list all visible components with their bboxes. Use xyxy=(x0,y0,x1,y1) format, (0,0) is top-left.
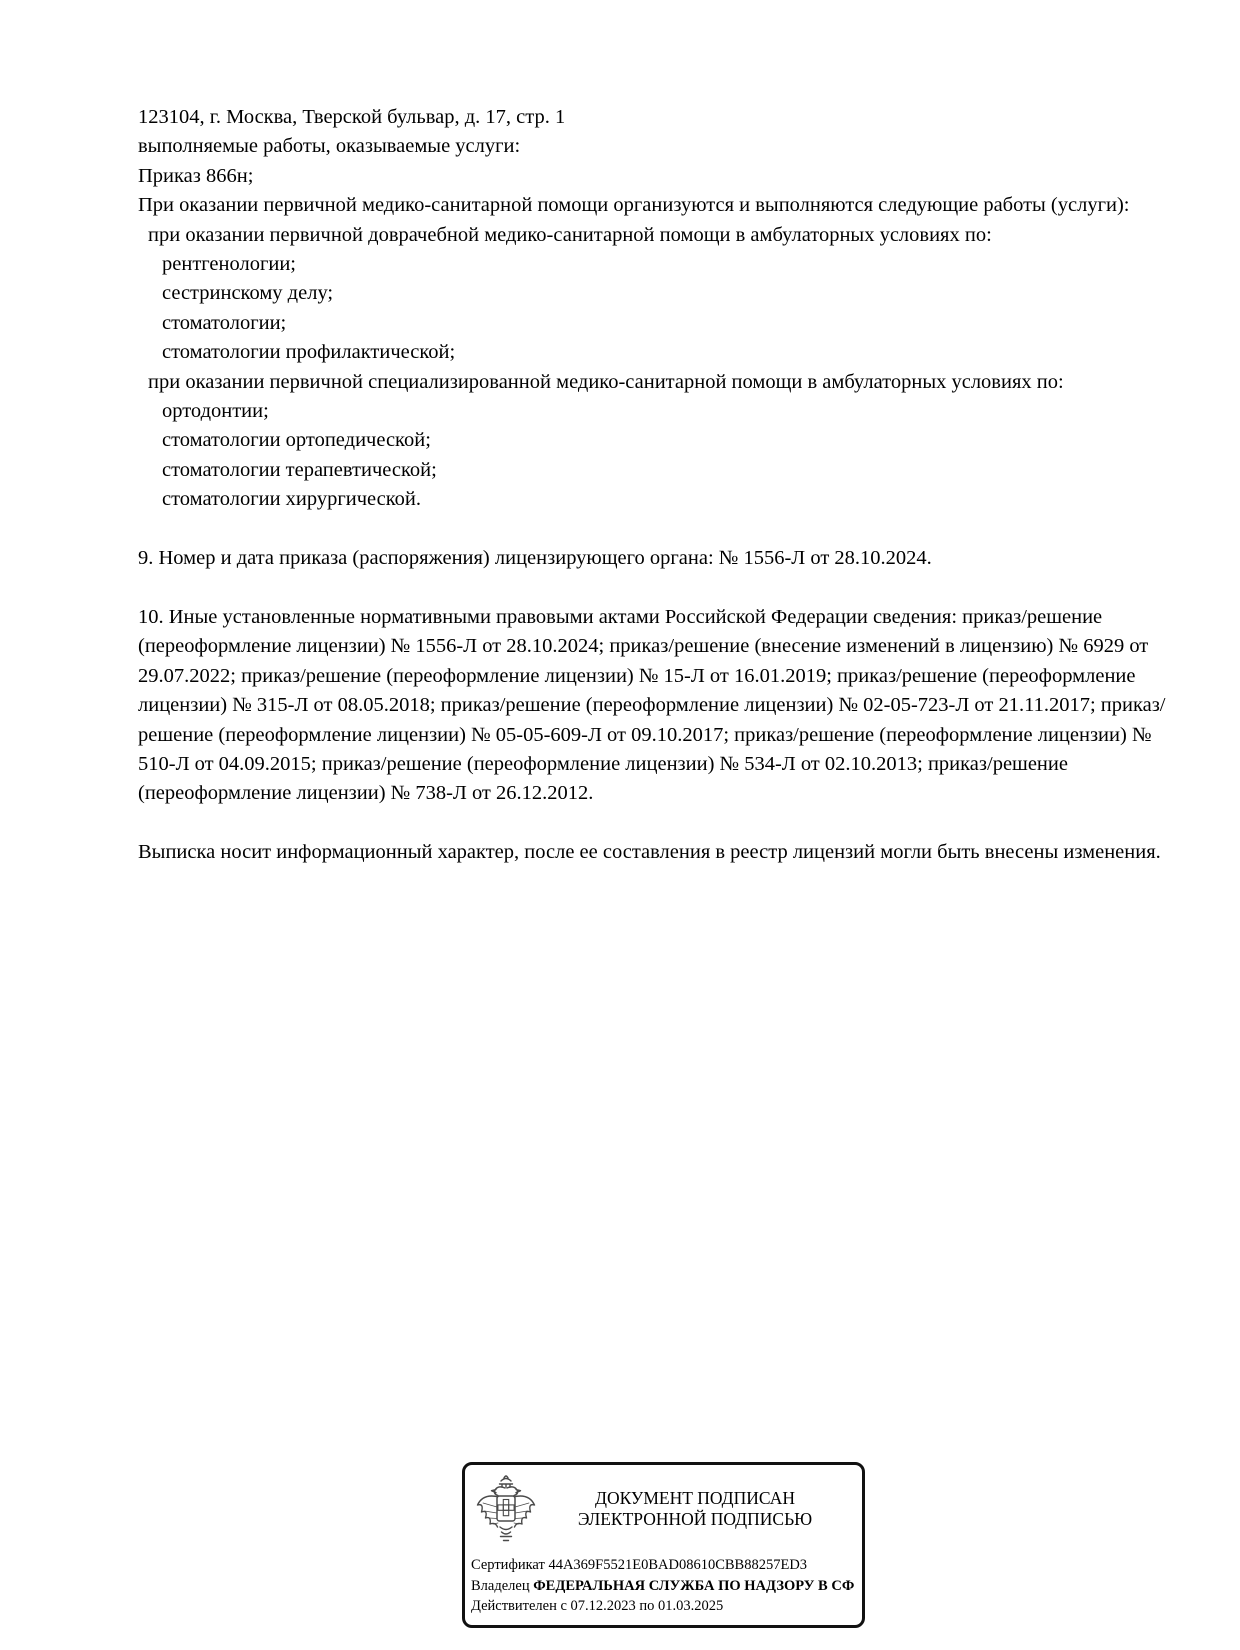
stamp-title-line2: ЭЛЕКТРОННОЙ ПОДПИСЬЮ xyxy=(577,1509,813,1529)
document-paragraph: при оказании первичной доврачебной медико-санитарной помощи в амбулаторных условиях по: xyxy=(148,223,992,246)
document-paragraph: ортодонтии; xyxy=(162,400,269,423)
owner-line xyxy=(471,1576,862,1597)
document-paragraph: стоматологии хирургической. xyxy=(162,488,422,511)
document-paragraph: при оказании первичной специализированной медико-санитарной помощи в амбулаторных условиях по: xyxy=(148,370,1064,393)
document-paragraph: 9. Номер и дата приказа (распоряжения) лицензирующего органа: № 1556-Л от 28.10.2024. xyxy=(138,547,932,570)
document-body xyxy=(138,103,1168,868)
stamp-details xyxy=(465,1546,862,1617)
document-paragraph: сестринскому делу; xyxy=(162,282,334,305)
document-paragraph: 10. Иные установленные нормативными правовыми актами Российской Федерации сведения: приказ/решение (переоформление лицензии) № 1556-Л от 28.10.2024; приказ/решение (внесение изменений в лицензию) № 6929 от 29.07.2022; приказ/решение (переоформление лицензии) № 15-Л от 16.01.2019; приказ/решение (переоформление лицензии) № 315-Л от 08.05.2018; приказ/решение (переоформление лицензии) № 02-05-723-Л от 21.11.2017; приказ/решение (переоформление лицензии) № 05-05-609-Л от 09.10.2017; приказ/решение (переоформление лицензии) № 510-Л от 04.09.2015; приказ/решение (переоформление лицензии) № 534-Л от 02.10.2013; приказ/решение (переоформление лицензии) № 738-Л от 26.12.2012. xyxy=(138,605,1166,805)
certificate-label: Сертификат xyxy=(471,1557,545,1573)
document-paragraph: стоматологии терапевтической; xyxy=(162,458,437,481)
document-paragraph: рентгенологии; xyxy=(162,253,296,276)
document-paragraph: Выписка носит информационный характер, после ее составления в реестр лицензий могли быть внесены изменения. xyxy=(138,841,1161,864)
document-paragraph: стоматологии профилактической; xyxy=(162,341,456,364)
owner-label: Владелец xyxy=(471,1577,530,1594)
validity-line xyxy=(471,1596,862,1617)
roszdravnadzor-eagle-icon xyxy=(474,1472,538,1546)
owner-value: ФЕДЕРАЛЬНАЯ СЛУЖБА ПО НАДЗОРУ В СФ xyxy=(533,1577,855,1594)
stamp-header xyxy=(465,1465,862,1546)
document-paragraph: Приказ 866н; xyxy=(138,164,254,187)
certificate-line xyxy=(471,1555,862,1576)
document-paragraph: выполняемые работы, оказываемые услуги: xyxy=(138,135,521,158)
stamp-title-line1: ДОКУМЕНТ ПОДПИСАН xyxy=(595,1488,795,1508)
certificate-value: 44A369F5521E0BAD08610CBB88257ED3 xyxy=(548,1557,808,1573)
document-paragraph: 123104, г. Москва, Тверской бульвар, д. 17, стр. 1 xyxy=(138,106,566,128)
stamp-title xyxy=(538,1488,856,1530)
document-paragraph: стоматологии ортопедической; xyxy=(162,429,431,452)
validity-label: Действителен xyxy=(471,1598,557,1614)
document-paragraph: При оказании первичной медико-санитарной помощи организуются и выполняются следующие работы (услуги): xyxy=(138,194,1130,217)
signature-stamp xyxy=(462,1462,865,1628)
document-paragraph: стоматологии; xyxy=(162,311,287,334)
validity-value: с 07.12.2023 по 01.03.2025 xyxy=(560,1598,724,1614)
